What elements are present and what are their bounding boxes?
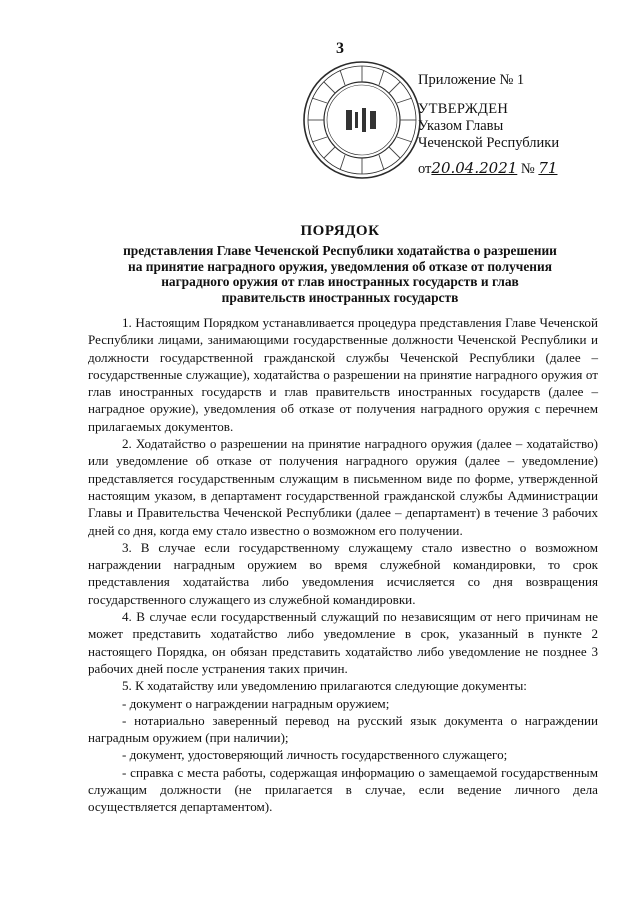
paragraph-4: 4. В случае если государственный служащий по независящим от него причинам не может представить ходатайство либо уведомление в срок, указанный в пункте 2 настоящего Порядка, он обязан представить ходатайство либо уведомление не позднее 3 рабочих дней после устранения таких причин. — [88, 609, 598, 676]
official-seal-stamp — [300, 58, 424, 182]
approved-by-line2: Чеченской Республики — [418, 135, 560, 151]
list-item: - документ, удостоверяющий личность государственного служащего; — [122, 747, 508, 763]
subtitle-line: на принятие наградного оружия, уведомления об отказе от получения — [128, 258, 552, 274]
list-item: - нотариально заверенный перевод на русский язык документа о награждении наградным оружием (при наличии); — [88, 712, 598, 746]
subtitle-line: правительств иностранных государств — [221, 289, 459, 305]
paragraph-3: 3. В случае если государственному служащему стало известно о возможном награждении наградным оружием во время служебной командировки, то срок представления ходатайства либо уведомления исчисляется со дня возвращения государственного служащего из служебной командировки. — [88, 539, 598, 607]
decree-date-line — [418, 160, 559, 178]
document-title: ПОРЯДОК — [300, 223, 380, 239]
approval-block — [418, 72, 559, 178]
list-item: - справка с места работы, содержащая информацию о замещаемой государственным служащим должности (не прилагается в случае, если ведение личного дела осуществляется департаментом). — [88, 764, 598, 815]
appendix-label: Приложение № 1 — [418, 72, 525, 88]
document-body — [88, 314, 598, 816]
list-item: - документ о награждении наградным оружием; — [122, 695, 390, 711]
subtitle-line: наградного оружия от глав иностранных государств и глав — [161, 274, 519, 289]
document-subtitle — [80, 243, 600, 305]
decree-date: 20.04.2021 — [431, 159, 518, 177]
subtitle-line: представления Главе Чеченской Республики ходатайства о разрешении — [123, 243, 557, 258]
paragraph-1: 1. Настоящим Порядком устанавливается процедура представления Главе Чеченской Республики лицами, занимающими государственные должности Чеченской Республики и должности государственной гражданской службы Чеченской Республики (далее – государственные служащие), ходатайства о разрешении на принятие наградного оружия от глав иностранных государств и глав правительств иностранных государств (далее – наградное оружие), уведомления об отказе от получения наградного оружия с перечнем прилагаемых документов. — [88, 315, 598, 434]
paragraph-2: 2. Ходатайство о разрешении на принятие наградного оружия (далее – ходатайство) или уведомление об отказе от получения наградного оружия (далее – уведомление) представляется государственным служащим в письменном виде по форме, утвержденной настоящим указом, в департамент государственной гражданской службы Администрации Главы и Правительства Чеченской Республики (далее – департамент) в течение 3 рабочих дней со дня, когда ему стало известно о возможном его получении. — [88, 436, 598, 538]
approved-label: УТВЕРЖДЕН — [418, 101, 509, 117]
number-prefix: № — [520, 161, 535, 177]
approved-by-line1: Указом Главы — [418, 118, 504, 134]
page-number: 3 — [336, 40, 344, 57]
date-prefix: от — [418, 161, 432, 177]
paragraph-5: 5. К ходатайству или уведомлению прилагаются следующие документы: — [122, 678, 527, 694]
decree-number: 71 — [538, 159, 558, 177]
